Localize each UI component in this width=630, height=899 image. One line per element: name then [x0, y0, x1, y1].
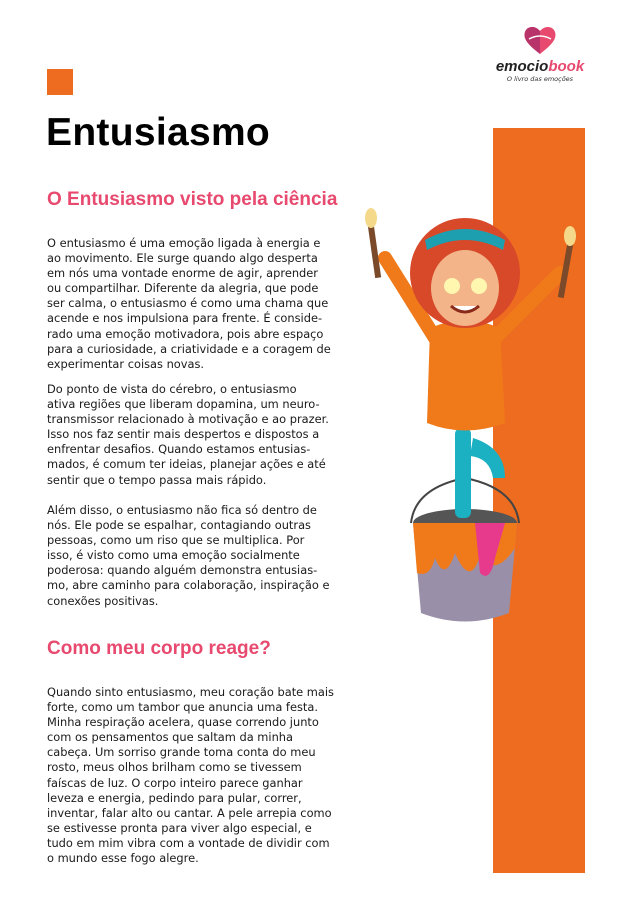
text-line: rosto, meus olhos brilham como se tivessem	[47, 760, 302, 775]
text-line: nós. Ele pode se espalhar, contagiando outras	[47, 518, 311, 533]
emociobook-logo	[488, 25, 592, 83]
text-line: Quando sinto entusiasmo, meu coração bate mais	[47, 685, 334, 699]
text-line: Além disso, o entusiasmo não fica só dentro de	[47, 503, 317, 517]
text-line: ser calma, o entusiasmo é como uma chama que	[47, 296, 329, 311]
text-line: transmissor relacionado à motivação e ao prazer.	[47, 412, 329, 427]
text-line: ativa regiões que liberam dopamina, um neuro-	[47, 397, 320, 412]
text-line: poderosa: quando alguém demonstra entusias-	[47, 563, 318, 578]
text-line: faíscas de luz. O corpo inteiro parece ganhar	[47, 775, 303, 790]
text-line: mo, abre caminho para colaboração, inspiração e	[47, 578, 330, 593]
text-line: com os pensamentos que saltam da minha	[47, 730, 293, 745]
brand-part1: emocio	[495, 58, 549, 75]
text-line: Do ponto de vista do cérebro, o entusiasmo	[47, 382, 297, 396]
accent-square	[47, 69, 73, 95]
text-line: cabeça. Um sorriso grande toma conta do meu	[47, 745, 316, 760]
text-line: ao movimento. Ele surge quando algo desperta	[47, 251, 318, 266]
text-line: para a curiosidade, a criatividade e a coragem de	[47, 341, 331, 356]
section-heading-science: O Entusiasmo visto pela ciência	[47, 189, 338, 210]
text-line: tudo em mim vibra com a vontade de dividir com	[47, 835, 330, 850]
text-line: ou compartilhar. Diferente da alegria, que pode	[47, 281, 319, 296]
text-line: inventar, falar alto ou cantar. A pele arrepia como	[47, 805, 332, 820]
text-line: acende e nos impulsiona para frente. É conside-	[47, 311, 323, 326]
text-line: em nós uma vontade enorme de agir, aprender	[47, 266, 318, 281]
paragraph	[47, 503, 330, 609]
text-line: pessoas, como um riso que se multiplica. Por	[47, 533, 305, 548]
paragraph	[47, 236, 331, 372]
brand-part2: book	[548, 58, 585, 75]
text-line: conexões positivas.	[47, 593, 159, 608]
page-title: Entusiasmo	[46, 111, 271, 154]
text-line: Minha respiração acelera, quase correndo junto	[47, 715, 319, 730]
section-heading-body: Como meu corpo reage?	[47, 638, 271, 659]
text-line: Isso nos faz sentir mais despertos e dispostos a	[47, 427, 320, 442]
text-line: enfrentar desafios. Quando estamos entusias-	[47, 442, 311, 457]
text-line: o mundo esse fogo alegre.	[47, 851, 199, 866]
text-line: forte, como um tambor que anuncia uma festa.	[47, 700, 318, 715]
text-line: se estivesse pronta para viver algo especial, e	[47, 820, 312, 835]
paragraph	[47, 685, 334, 866]
text-line: sentir que o tempo passa mais rápido.	[47, 472, 267, 487]
text-line: isso, é visto como uma emoção socialmente	[47, 548, 300, 563]
text-line: rado uma emoção motivadora, pois abre espaço	[47, 326, 324, 341]
brand-tagline: O livro das emoções	[506, 75, 574, 83]
paragraph	[47, 382, 329, 488]
text-line: mados, é comum ter ideias, planejar ações e até	[47, 457, 326, 472]
text-line: O entusiasmo é uma emoção ligada à energia e	[47, 236, 321, 250]
text-line: experimentar coisas novas.	[47, 356, 205, 371]
enthusiastic-girl-illustration	[355, 178, 585, 633]
text-line: leveza e energia, pedindo para pular, correr,	[47, 790, 302, 805]
heart-brain-icon	[523, 25, 557, 55]
girl-figure	[365, 208, 576, 518]
